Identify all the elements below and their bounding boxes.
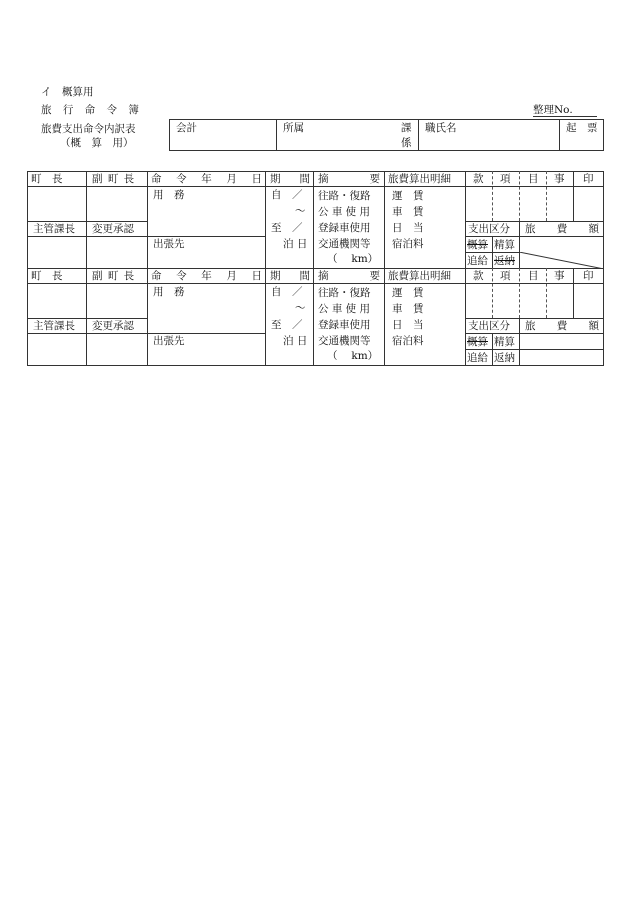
nights-label: 泊 日 bbox=[283, 335, 308, 347]
accounting-label: 会計 bbox=[176, 122, 197, 134]
transport-label: 交通機関等 bbox=[318, 238, 371, 250]
from-label: 自 ／ bbox=[271, 189, 303, 201]
additional-payment-label: 追給 bbox=[467, 255, 488, 267]
travel-amount-label: 旅 費 額 bbox=[525, 223, 599, 235]
registered-car-label: 登録車使用 bbox=[318, 319, 371, 331]
staff-name-label: 職氏名 bbox=[425, 122, 457, 134]
car-fare-label: 車 賃 bbox=[392, 206, 424, 218]
destination-label: 出張先 bbox=[153, 238, 185, 250]
from-label: 自 ／ bbox=[271, 286, 303, 298]
car-fare-label: 車 賃 bbox=[392, 303, 424, 315]
town-mayor-label: 町 長 bbox=[31, 173, 63, 185]
refund-label: 返納 bbox=[494, 352, 515, 364]
tilde-label: ～ bbox=[295, 205, 306, 217]
transport-label: 交通機関等 bbox=[318, 335, 371, 347]
change-approval-label: 変更承認 bbox=[92, 223, 134, 235]
moku-label: 目 bbox=[528, 270, 539, 282]
expense-detail-label: 旅費算出明細 bbox=[388, 173, 451, 185]
additional-payment-label: 追給 bbox=[467, 352, 488, 364]
lodging-label: 宿泊料 bbox=[392, 335, 424, 347]
lodging-label: 宿泊料 bbox=[392, 238, 424, 250]
km-label: （ km） bbox=[327, 253, 379, 265]
reference-number-label: 整理No. bbox=[533, 104, 597, 117]
official-car-label: 公 車 使 用 bbox=[318, 206, 371, 218]
summary-label: 摘 要 bbox=[318, 173, 380, 185]
round-trip-label: 往路・復路 bbox=[318, 190, 371, 202]
estimate-label: 概算 bbox=[467, 239, 488, 251]
to-label: 至 ／ bbox=[271, 222, 303, 234]
order-date-label: 命 令 年 月 日 bbox=[151, 270, 262, 282]
kan-label: 款 bbox=[473, 173, 484, 185]
form-subtitle: 旅費支出命令内訳表 bbox=[41, 123, 136, 135]
period-label: 期 間 bbox=[270, 173, 310, 185]
form-book-title: 旅 行 命 令 簿 bbox=[41, 104, 143, 116]
period-label: 期 間 bbox=[270, 270, 310, 282]
ji-label: 事 bbox=[554, 173, 565, 185]
form-subtitle-paren: （概 算 用） bbox=[60, 137, 134, 149]
to-label: 至 ／ bbox=[271, 319, 303, 331]
daily-allowance-label: 日 当 bbox=[392, 222, 424, 234]
change-approval-label: 変更承認 bbox=[92, 320, 134, 332]
order-date-label: 命 令 年 月 日 bbox=[151, 173, 262, 185]
deputy-mayor-label: 副 町 長 bbox=[92, 270, 136, 282]
registered-car-label: 登録車使用 bbox=[318, 222, 371, 234]
settlement-label: 精算 bbox=[494, 239, 515, 251]
business-label: 用 務 bbox=[153, 189, 185, 201]
summary-label: 摘 要 bbox=[318, 270, 380, 282]
official-car-label: 公 車 使 用 bbox=[318, 303, 371, 315]
payment-category-label: 支出区分 bbox=[468, 320, 510, 332]
expense-detail-label: 旅費算出明細 bbox=[388, 270, 451, 282]
moku-label: 目 bbox=[528, 173, 539, 185]
estimate-label: 概算 bbox=[467, 336, 488, 348]
tilde-label: ～ bbox=[295, 302, 306, 314]
daily-allowance-label: 日 当 bbox=[392, 319, 424, 331]
km-label: （ km） bbox=[327, 350, 379, 362]
kou-label: 項 bbox=[500, 270, 511, 282]
destination-label: 出張先 bbox=[153, 335, 185, 347]
fare-label: 運 賃 bbox=[392, 190, 424, 202]
payment-category-label: 支出区分 bbox=[468, 223, 510, 235]
chief-label: 主管課長 bbox=[33, 320, 75, 332]
round-trip-label: 往路・復路 bbox=[318, 287, 371, 299]
settlement-label: 精算 bbox=[494, 336, 515, 348]
form-category: イ 概算用 bbox=[41, 86, 94, 98]
travel-amount-label: 旅 費 額 bbox=[525, 320, 599, 332]
refund-label: 返納 bbox=[494, 255, 515, 267]
chief-label: 主管課長 bbox=[33, 223, 75, 235]
voucher-label: 起 票 bbox=[566, 122, 598, 134]
ji-label: 事 bbox=[554, 270, 565, 282]
affiliation-label: 所属 bbox=[283, 122, 304, 134]
business-label: 用 務 bbox=[153, 286, 185, 298]
deputy-mayor-label: 副 町 長 bbox=[92, 173, 136, 185]
kou-label: 項 bbox=[500, 173, 511, 185]
town-mayor-label: 町 長 bbox=[31, 270, 63, 282]
seal-label: 印 bbox=[583, 173, 594, 185]
kan-label: 款 bbox=[473, 270, 484, 282]
info-box bbox=[169, 119, 604, 151]
diagonal-line bbox=[519, 252, 604, 269]
seal-label: 印 bbox=[583, 270, 594, 282]
subsection-label: 係 bbox=[401, 137, 412, 149]
section-label: 課 bbox=[401, 122, 412, 134]
fare-label: 運 賃 bbox=[392, 287, 424, 299]
nights-label: 泊 日 bbox=[283, 238, 308, 250]
